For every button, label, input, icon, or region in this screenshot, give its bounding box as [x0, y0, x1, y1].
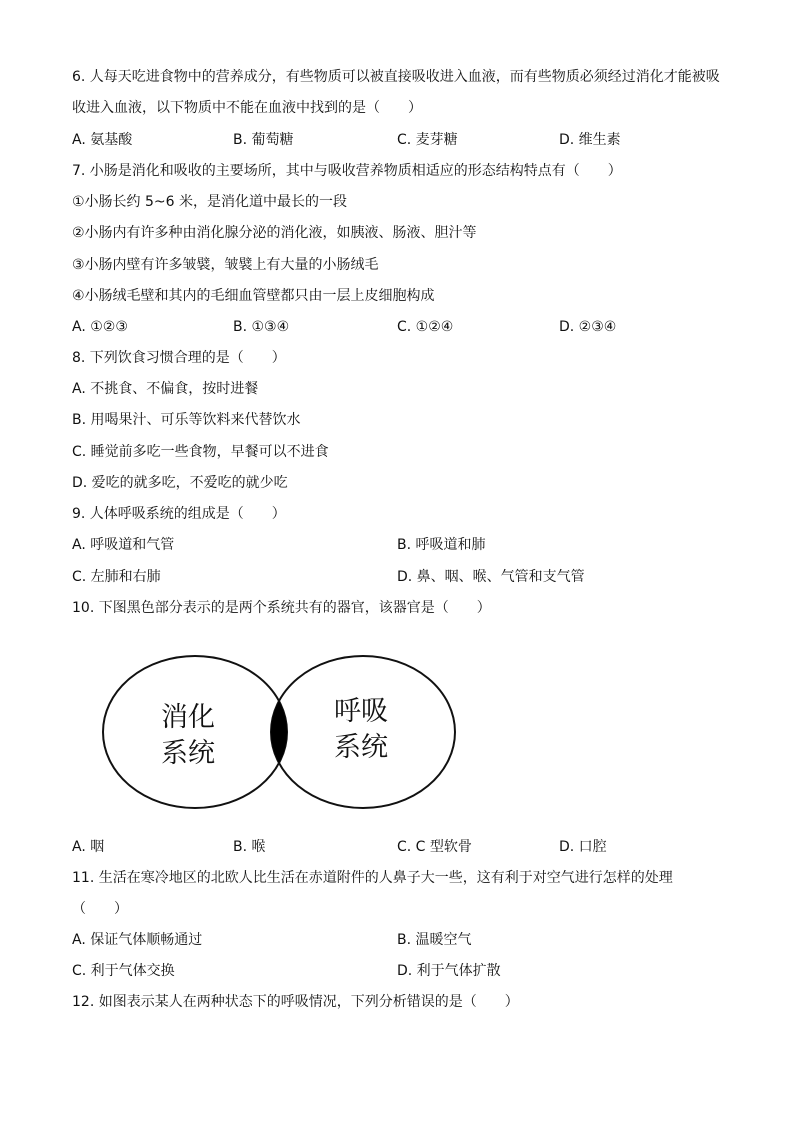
q6-stem-line1: 6. 人每天吃进食物中的营养成分，有些物质可以被直接吸收进入血液，而有些物质必须经过消化才能被吸	[72, 69, 720, 85]
q10-option-c: C. C 型软骨	[397, 839, 472, 855]
q7-item-2: ②小肠内有许多种由消化腺分泌的消化液，如胰液、肠液、胆汁等	[72, 225, 477, 241]
q8-option-c: C. 睡觉前多吃一些食物，早餐可以不进食	[72, 444, 329, 460]
q10-stem: 10. 下图黑色部分表示的是两个系统共有的器官，该器官是（ ）	[72, 600, 491, 616]
q10-option-d: D. 口腔	[559, 839, 607, 855]
digestive-label-line1: 消化	[161, 702, 215, 733]
q9-option-b: B. 呼吸道和肺	[397, 537, 486, 553]
q12-stem: 12. 如图表示某人在两种状态下的呼吸情况，下列分析错误的是（ ）	[72, 994, 519, 1010]
q7-item-4: ④小肠绒毛壁和其内的毛细血管壁都只由一层上皮细胞构成	[72, 288, 435, 304]
q6-option-d: D. 维生素	[559, 132, 621, 148]
respiratory-label-line1: 呼吸	[334, 696, 388, 727]
q7-option-c: C. ①②④	[397, 319, 454, 335]
q7-item-3: ③小肠内壁有许多皱襞，皱襞上有大量的小肠绒毛	[72, 257, 379, 273]
q9-option-a: A. 呼吸道和气管	[72, 537, 175, 553]
q11-option-a: A. 保证气体顺畅通过	[72, 932, 203, 948]
q8-option-a: A. 不挑食、不偏食，按时进餐	[72, 381, 259, 397]
q6-option-a: A. 氨基酸	[72, 132, 133, 148]
q10-option-a: A. 咽	[72, 839, 105, 855]
q7-option-d: D. ②③④	[559, 319, 617, 335]
q7-item-1: ①小肠长约 5~6 米，是消化道中最长的一段	[72, 194, 347, 210]
q10-option-b: B. 喉	[233, 839, 266, 855]
q7-option-b: B. ①③④	[233, 319, 290, 335]
q9-stem: 9. 人体呼吸系统的组成是（ ）	[72, 506, 286, 522]
digestive-label-line2: 系统	[161, 738, 215, 769]
q11-stem-line2: （ ）	[72, 901, 128, 917]
q6-option-c: C. 麦芽糖	[397, 132, 458, 148]
q6-option-b: B. 葡萄糖	[233, 132, 294, 148]
q8-option-b: B. 用喝果汁、可乐等饮料来代替饮水	[72, 412, 301, 428]
q11-stem-line1: 11. 生活在寒冷地区的北欧人比生活在赤道附件的人鼻子大一些，这有利于对空气进行怎样的处理	[72, 870, 673, 886]
q9-option-c: C. 左肺和右肺	[72, 569, 161, 585]
q11-option-c: C. 利于气体交换	[72, 963, 175, 979]
q9-option-d: D. 鼻、咽、喉、气管和支气管	[397, 569, 585, 585]
q11-option-d: D. 利于气体扩散	[397, 963, 501, 979]
q7-option-a: A. ①②③	[72, 319, 128, 335]
respiratory-label-line2: 系统	[334, 732, 388, 763]
q8-option-d: D. 爱吃的就多吃，不爱吃的就少吃	[72, 475, 288, 491]
q11-option-b: B. 温暖空气	[397, 932, 472, 948]
q6-stem-line2: 收进入血液，以下物质中不能在血液中找到的是（ ）	[72, 100, 422, 116]
venn-diagram	[100, 652, 460, 812]
q8-stem: 8. 下列饮食习惯合理的是（ ）	[72, 350, 286, 366]
q7-stem: 7. 小肠是消化和吸收的主要场所，其中与吸收营养物质相适应的形态结构特点有（ ）	[72, 163, 622, 179]
